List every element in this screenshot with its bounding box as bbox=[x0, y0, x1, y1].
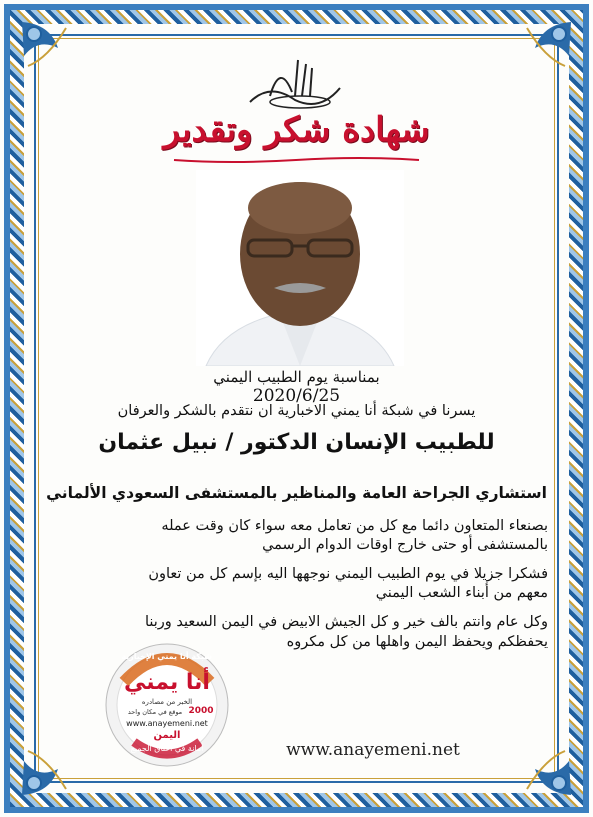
logo-tagline: الخبر من مصادره bbox=[141, 698, 193, 706]
body-line: بالمستشفى أو حتى خارج اوقات الدوام الرسمي bbox=[262, 537, 548, 553]
logo-country: اليمن bbox=[153, 730, 181, 741]
corner-ornament-icon bbox=[18, 735, 82, 799]
body-line: معهم من أبناء الشعب اليمني bbox=[375, 585, 548, 601]
body-line: وكل عام وانتم بالف خير و كل الجيش الابيض في اليمن السعيد وربنا bbox=[144, 614, 548, 630]
logo-arc-text: شبكة أنا يمني الإخبارية bbox=[121, 652, 212, 661]
website-url: www.anayemeni.net bbox=[286, 740, 460, 760]
body-line: يحفظكم ويحفظ اليمن واهلها من كل مكروه bbox=[286, 634, 548, 650]
logo-motto: أمانة في أعناق الجميع bbox=[130, 744, 204, 753]
body-line: بصنعاء المتعاون دائما مع كل من تعامل معه سواء كان وقت عمله bbox=[161, 518, 548, 534]
occasion-text: بمناسبة يوم الطبيب اليمني bbox=[213, 368, 380, 386]
logo-count-label: موقع في مكان واحد bbox=[127, 708, 183, 716]
anayemeni-logo bbox=[104, 642, 230, 768]
corner-ornament-icon bbox=[511, 18, 575, 82]
recipient-position: استشاري الجراحة العامة والمناظير بالمستشفى السعودي الألماني bbox=[46, 484, 547, 502]
calligraphy-emblem-icon bbox=[240, 52, 350, 114]
body-line: فشكرا جزيلا في يوم الطبيب اليمني نوجهها اليه بإسم كل من تعاون bbox=[148, 566, 548, 582]
corner-ornament-icon bbox=[511, 735, 575, 799]
date-text: 2020/6/25 bbox=[252, 386, 341, 406]
certificate-title: شهادة شكر وتقدير bbox=[163, 110, 430, 150]
doctor-portrait bbox=[196, 170, 404, 366]
intro-text: يسرنا في شبكة أنا يمني الاخبارية ان نتقدم بالشكر والعرفان bbox=[117, 403, 476, 419]
corner-ornament-icon bbox=[18, 18, 82, 82]
logo-url: www.anayemeni.net bbox=[126, 719, 208, 728]
logo-count: 2000 bbox=[188, 706, 214, 716]
recipient-name: للطبيب الإنسان الدكتور / نبيل عثمان bbox=[98, 430, 495, 455]
title-flourish-icon bbox=[170, 156, 423, 164]
logo-name: أنا يمني bbox=[124, 670, 210, 695]
